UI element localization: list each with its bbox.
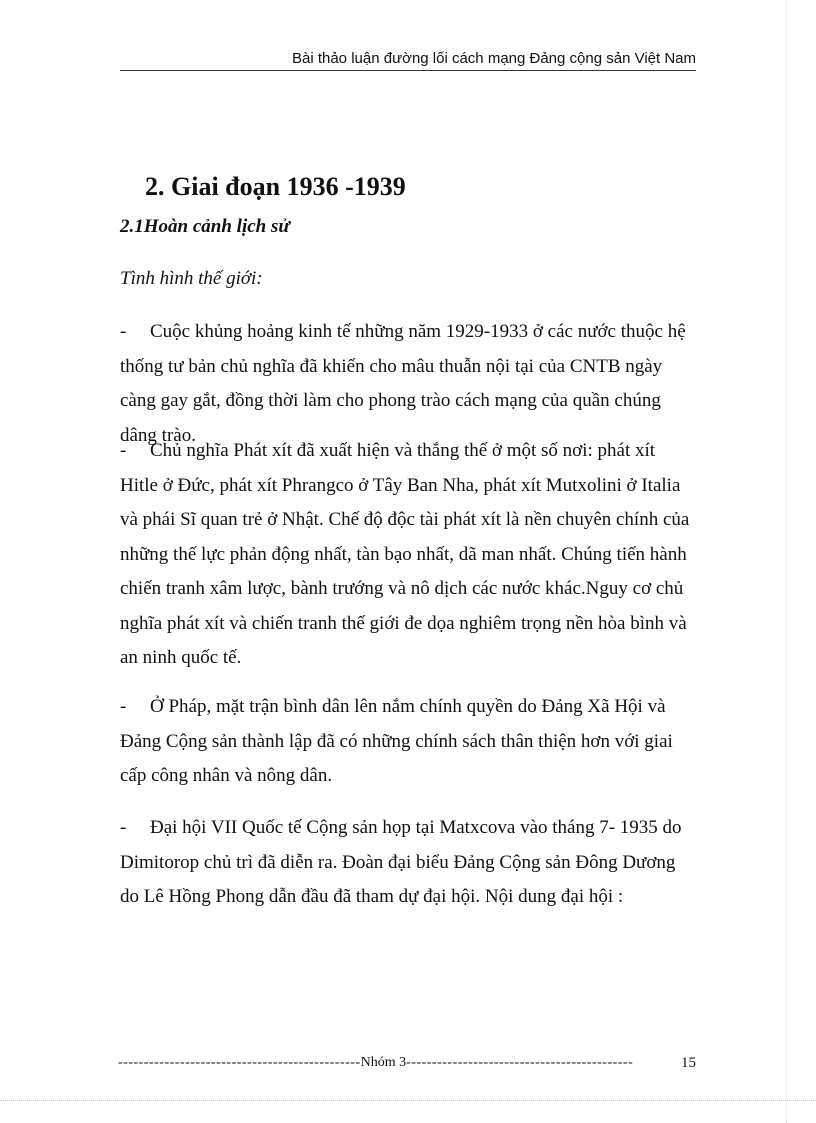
paragraph-comintern-congress (120, 811, 695, 915)
world-situation-label: Tình hình thế giới: (120, 268, 263, 289)
paragraph-text: Đại hội VII Quốc tế Cộng sản họp tại Matxcova vào tháng 7- 1935 do Dimitorop chủ trì đã diễn ra. Đoàn đại biểu Đảng Cộng sản Đông Dương do Lê Hồng Phong dẫn đầu đã tham dự đại hội. Nội dung đại hội : (120, 817, 682, 907)
page-header: Bài thảo luận đường lối cách mạng Đảng cộng sản Việt Nam (120, 50, 696, 71)
footer-label: Nhóm 3 (360, 1055, 407, 1070)
bullet-marker: - (120, 440, 127, 461)
paragraph-text: Ở Pháp, mặt trận bình dân lên nắm chính quyền do Đảng Xã Hội và Đảng Cộng sản thành lập đã có những chính sách thân thiện hơn với giai cấp công nhân và nông dân. (120, 696, 673, 786)
paragraph-text: Cuộc khủng hoảng kinh tế những năm 1929-1933 ở các nước thuộc hệ thống tư bản chủ nghĩa đã khiến cho mâu thuẫn nội tại của CNTB ngày càng gay gắt, đồng thời làm cho phong trào cách mạng của quần chúng dâng trào. (120, 321, 686, 446)
footer-dashes-right: -------------------------------------------- (406, 1055, 634, 1070)
paragraph-text: Chủ nghĩa Phát xít đã xuất hiện và thắng thế ở một số nơi: phát xít Hitle ở Đức, phát xít Phrangco ở Tây Ban Nha, phát xít Mutxolini ở Italia và phái Sĩ quan trẻ ở Nhật. Chế độ độc tài phát xít là nền chuyên chính của những thế lực phản động nhất, tàn bạo nhất, dã man nhất. Chúng tiến hành chiến tranh xâm lược, bành trướng và nô dịch các nước khác.Nguy cơ chủ nghĩa phát xít và chiến tranh thế giới đe dọa nghiêm trọng nền hòa bình và an ninh quốc tế. (120, 440, 690, 668)
bullet-marker: - (120, 321, 127, 342)
page-side-divider (786, 0, 787, 1123)
paragraph-economic-crisis (120, 315, 695, 453)
page-footer (118, 1055, 696, 1071)
bullet-marker: - (120, 817, 127, 838)
bullet-marker: - (120, 696, 127, 717)
paragraph-france (120, 690, 695, 794)
page-number: 15 (681, 1055, 696, 1071)
footer-dashes-left: ----------------------------------------------- (118, 1055, 361, 1070)
subsection-title: 2.1Hoàn cảnh lịch sử (120, 216, 290, 237)
section-title: 2. Giai đoạn 1936 -1939 (145, 172, 406, 201)
page-edge-divider (0, 1100, 816, 1101)
paragraph-fascism (120, 434, 695, 676)
